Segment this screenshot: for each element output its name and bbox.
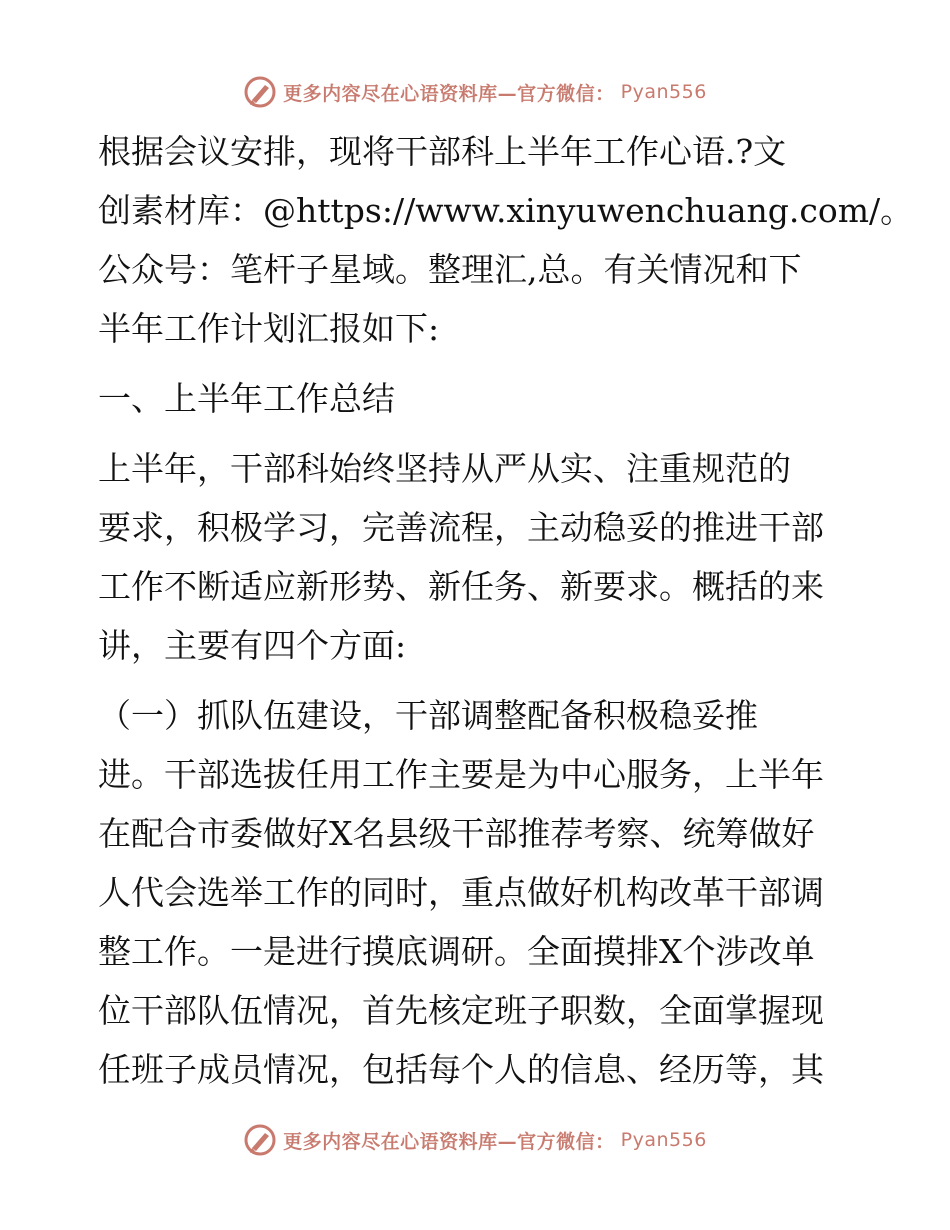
text-line: 人代会选举工作的同时，重点做好机构改革干部调 — [98, 873, 824, 912]
text-line: 任班子成员情况，包括每个人的信息、经历等，其 — [98, 1050, 824, 1089]
text-line: 上半年，干部科始终坚持从严从实、注重规范的 — [98, 449, 791, 488]
footer-watermark-banner — [0, 1120, 950, 1160]
text-line: 整工作。一是进行摸底调研。全面摸排X个涉改单 — [98, 932, 815, 971]
text-line: 工作不断适应新形势、新任务、新要求。概括的来 — [98, 567, 824, 606]
text-line: 根据会议安排，现将干部科上半年工作心语.?文 — [98, 132, 787, 171]
pen-logo-icon — [243, 1123, 277, 1157]
header-watermark-banner — [0, 72, 950, 112]
text-line: 在配合市委做好X名县级干部推荐考察、统筹做好 — [98, 814, 815, 853]
footer-banner-text: 更多内容尽在心语资料库—官方微信： — [283, 1130, 615, 1153]
footer-wechat-id: Pyan556 — [620, 1129, 707, 1151]
text-line: 进。干部选拔任用工作主要是为中心服务，上半年 — [98, 755, 824, 794]
text-line: 讲，主要有四个方面: — [98, 626, 407, 665]
document-body — [98, 122, 914, 1110]
text-line: 创素材库：@https://www.xinyuwenchuang.com/。 — [98, 191, 914, 230]
paragraph-intro — [98, 122, 914, 358]
header-banner-text: 更多内容尽在心语资料库—官方微信： — [283, 82, 615, 105]
text-line: 要求，积极学习，完善流程，主动稳妥的推进干部 — [98, 508, 824, 547]
section-heading — [98, 369, 858, 428]
header-wechat-id: Pyan556 — [620, 81, 707, 103]
paragraph-team-building — [98, 686, 858, 1099]
text-line: （一）抓队伍建设，干部调整配备积极稳妥推 — [98, 696, 758, 735]
text-line: 半年工作计划汇报如下: — [98, 309, 440, 348]
heading-line: 一、上半年工作总结 — [98, 379, 395, 418]
pen-logo-icon — [243, 75, 277, 109]
text-line: 公众号：笔杆子星域。整理汇,总。有关情况和下 — [98, 250, 802, 289]
paragraph-summary — [98, 439, 858, 675]
text-line: 位干部队伍情况，首先核定班子职数，全面掌握现 — [98, 991, 824, 1030]
